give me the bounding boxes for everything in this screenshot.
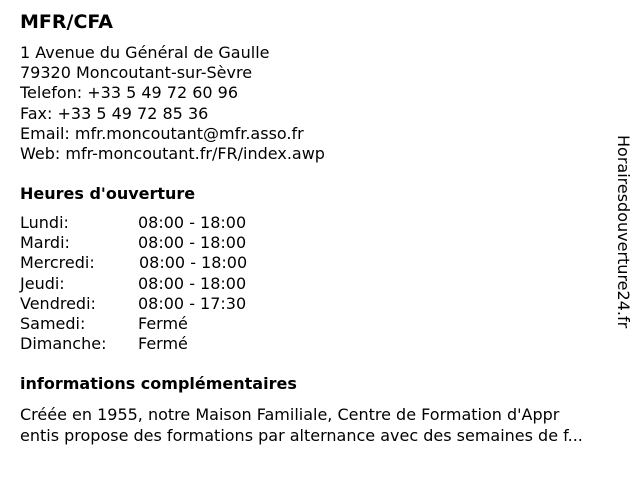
hours-row-sunday <box>20 334 320 354</box>
time-value: 08:00 - 17:30 <box>138 293 247 313</box>
time-value: 08:00 - 18:00 <box>139 253 248 273</box>
hours-row-tuesday <box>20 233 320 253</box>
fax-number: Fax: +33 5 49 72 85 36 <box>20 103 209 123</box>
business-name: MFR/CFA <box>20 11 113 33</box>
additional-info-heading: informations complémentaires <box>20 374 297 393</box>
website-address: Web: mfr-moncoutant.fr/FR/index.awp <box>20 143 325 163</box>
address-line-2: 79320 Moncoutant-sur-Sèvre <box>20 63 253 83</box>
day-label: Mercredi: <box>20 253 95 273</box>
time-value: 08:00 - 18:00 <box>138 233 247 253</box>
day-label: Dimanche: <box>20 334 107 354</box>
additional-info-line-1: Créée en 1955, notre Maison Familiale, Centre de Formation d'Appr <box>20 405 560 424</box>
contact-details <box>20 43 325 164</box>
address-line-1: 1 Avenue du Général de Gaulle <box>20 43 270 62</box>
opening-hours-table <box>20 213 320 354</box>
day-label: Lundi: <box>20 213 69 232</box>
hours-row-saturday <box>20 314 320 334</box>
opening-hours-heading: Heures d'ouverture <box>20 184 196 203</box>
additional-info-text <box>20 404 632 446</box>
email-address: Email: mfr.moncoutant@mfr.asso.fr <box>20 123 304 143</box>
site-watermark: Horairesdouverture24.fr <box>614 135 633 329</box>
hours-row-monday <box>20 213 320 233</box>
day-label: Vendredi: <box>20 293 96 313</box>
time-value: 08:00 - 18:00 <box>138 273 247 293</box>
hours-row-friday <box>20 294 320 314</box>
day-label: Samedi: <box>20 313 86 333</box>
hours-row-thursday <box>20 274 320 294</box>
time-value: Fermé <box>138 313 188 333</box>
additional-info-line-2: entis propose des formations par alternance avec des semaines de f... <box>20 426 583 445</box>
time-value: 08:00 - 18:00 <box>138 213 247 232</box>
day-label: Jeudi: <box>20 273 65 293</box>
phone-number: Telefon: +33 5 49 72 60 96 <box>20 83 239 103</box>
time-value: Fermé <box>138 334 188 354</box>
day-label: Mardi: <box>20 233 70 253</box>
hours-row-wednesday <box>20 253 320 273</box>
